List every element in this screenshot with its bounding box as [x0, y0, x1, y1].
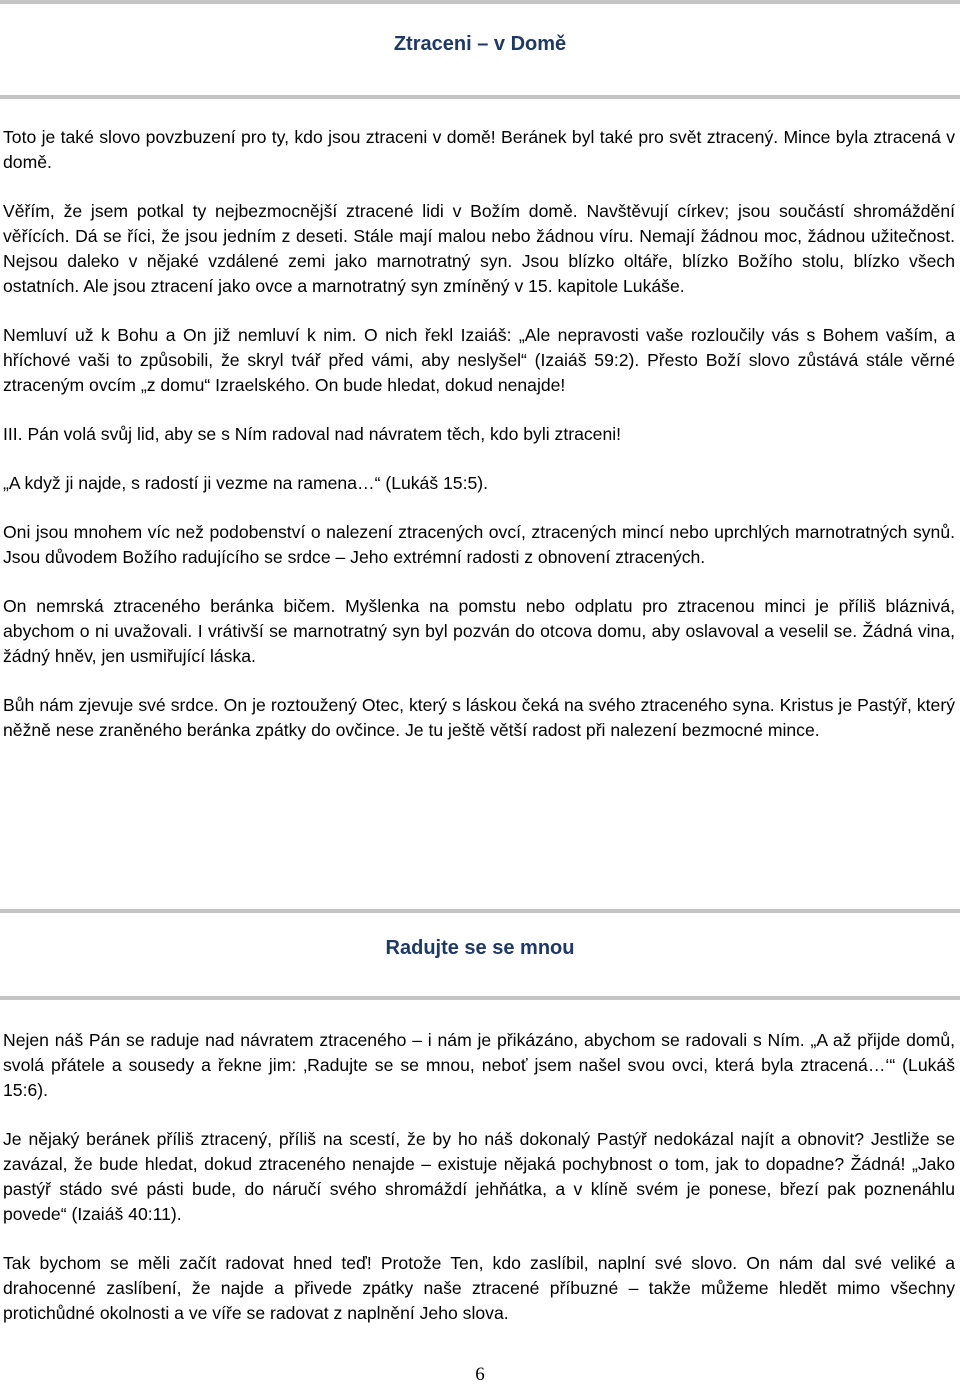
- section-divider: [0, 95, 960, 99]
- section-ztraceni-body: [3, 125, 955, 743]
- paragraph: Nejen náš Pán se raduje nad návratem ztraceného – i nám je přikázáno, abychom se radovali s Ním. „A až přijde domů, svolá přátele a sousedy a řekne jim: ‚Radujte se se mnou, neboť jsem našel svou ovci, která byla ztracená…‘“ (Lukáš 15:6).: [3, 1030, 955, 1100]
- paragraph: „A když ji najde, s radostí ji vezme na ramena…“ (Lukáš 15:5).: [3, 473, 489, 493]
- paragraph: Bůh nám zjevuje své srdce. On je roztoužený Otec, který s láskou čeká na svého ztraceného syna. Kristus je Pastýř, který něžně nese zraněného beránka zpátky do ovčince. Je tu ještě větší radost při nalezení bezmocné mince.: [3, 695, 955, 740]
- paragraph: III. Pán volá svůj lid, aby se s Ním radoval nad návratem těch, kdo byli ztraceni!: [3, 424, 622, 444]
- paragraph: Nemluví už k Bohu a On již nemluví k nim. O nich řekl Izaiáš: „Ale nepravosti vaše rozloučily vás s Bohem vaším, a hříchové vaši to způsobili, že skryl tvář před vámi, aby neslyšel“ (Izaiáš 59:2). Přesto Boží slovo zůstává stále věrné ztraceným ovcím „z domu“ Izraelského. On bude hledat, dokud nenajde!: [3, 325, 955, 395]
- section-divider: [0, 909, 960, 913]
- section-title-radujte: Radujte se se mnou: [385, 937, 575, 959]
- paragraph: Je nějaký beránek příliš ztracený, příliš na scestí, že by ho náš dokonalý Pastýř nedokázal najít a obnovit? Jestliže se zavázal, že bude hledat, dokud ztraceného nenajde – existuje nějaká pochybnost o tom, jak to dopadne? Žádná! „Jako pastýř stádo své pásti bude, do náručí svého shromáždí jehňátka, a v klíně svém je ponese, březí pak poznenáhlu povede“ (Izaiáš 40:11).: [3, 1129, 955, 1224]
- section-title-ztraceni: Ztraceni – v Domě: [393, 33, 567, 55]
- paragraph: Tak bychom se měli začít radovat hned teď! Protože Ten, kdo zaslíbil, naplní své slovo. On nám dal své veliké a drahocenné zaslíbení, že najde a přivede zpátky naše ztracené příbuzné – takže můžeme hledět mimo všechny protichůdné okolnosti a ve víře se radovat z naplnění Jeho slova.: [3, 1253, 955, 1323]
- paragraph: On nemrská ztraceného beránka bičem. Myšlenka na pomstu nebo odplatu pro ztracenou minci je příliš bláznivá, abychom o ni uvažovali. I vrátivší se marnotratný syn byl pozván do otcova domu, aby oslavoval a veselil se. Žádná vina, žádný hněv, jen usmiřující láska.: [3, 596, 955, 666]
- section-divider: [0, 996, 960, 1000]
- section-radujte-body: [3, 1028, 955, 1326]
- page-number: 6: [475, 1364, 485, 1385]
- paragraph: Toto je také slovo povzbuzení pro ty, kdo jsou ztraceni v domě! Beránek byl také pro svět ztracený. Mince byla ztracená v domě.: [3, 127, 955, 172]
- paragraph: Věřím, že jsem potkal ty nejbezmocnější ztracené lidi v Božím domě. Navštěvují církev; jsou součástí shromáždění věřících. Dá se říci, že jsou jedním z deseti. Stále mají malou nebo žádnou víru. Nemají žádnou moc, žádnou užitečnost. Nejsou daleko v nějaké vzdálené zemi jako marnotratný syn. Jsou blízko oltáře, blízko Božího stolu, blízko všech ostatních. Ale jsou ztracení jako ovce a marnotratný syn zmíněný v 15. kapitole Lukáše.: [3, 201, 955, 296]
- top-rule: [0, 0, 960, 4]
- paragraph: Oni jsou mnohem víc než podobenství o nalezení ztracených ovcí, ztracených mincí nebo uprchlých marnotratných synů. Jsou důvodem Božího radujícího se srdce – Jeho extrémní radosti z obnovení ztracených.: [3, 522, 955, 567]
